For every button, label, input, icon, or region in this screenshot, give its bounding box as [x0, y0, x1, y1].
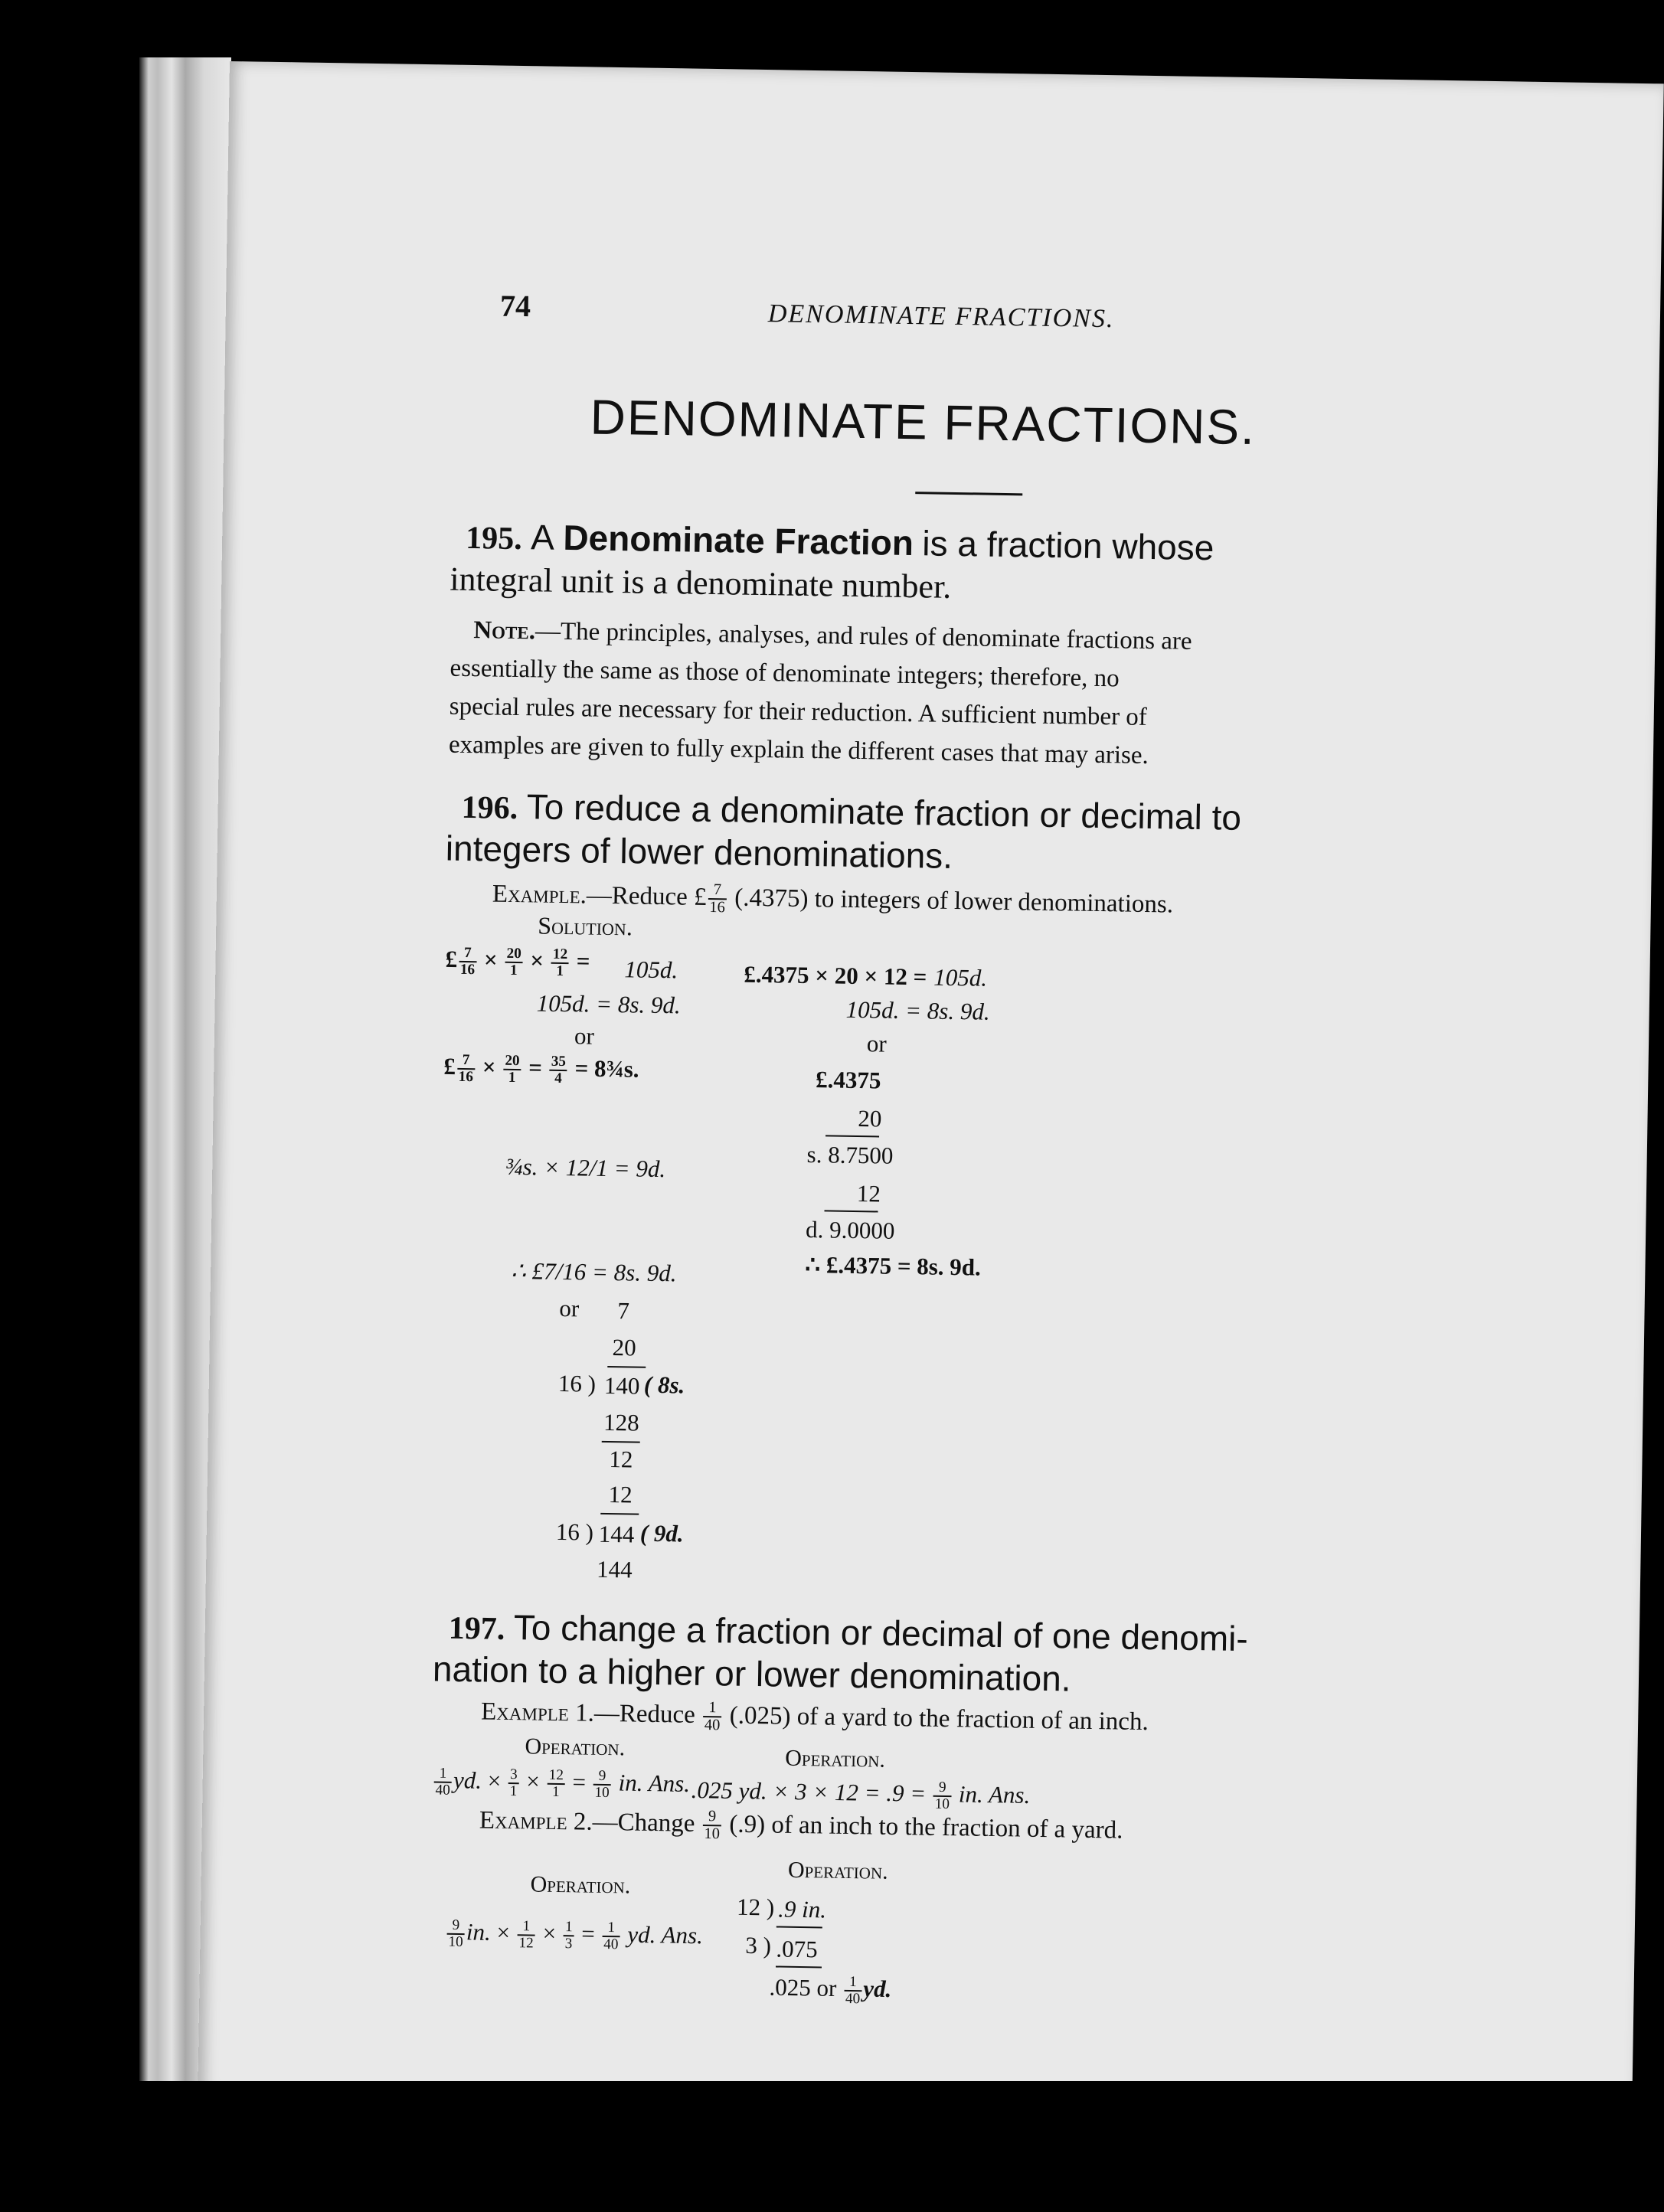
- sol-left-row-1: £ $\frac{7}{16}$ × $\frac{20}{1}$ × $\frac{12}{1}$ =: [445, 944, 590, 980]
- operation-label: Operation.: [787, 1857, 888, 1884]
- example-label: Example.: [492, 880, 587, 910]
- sol-right-result-1: 105d.: [933, 963, 988, 992]
- sol-left-result-1: 105d.: [624, 956, 678, 984]
- running-head: DENOMINATE FRACTIONS.: [767, 299, 1115, 334]
- section-number: 195.: [465, 520, 523, 557]
- sol-right-row-2: 105d. = 8s. 9d.: [845, 995, 990, 1025]
- section-195-line2: integral unit is a denominate number.: [450, 560, 952, 606]
- operation-label: Operation.: [525, 1733, 626, 1761]
- section-195: 195. A Denominate Fraction is a fraction whose: [465, 517, 1214, 568]
- example-197-1: Example 1.—Reduce $\frac{1}{40}$ (.025) of a yard to the fraction of an inch.: [480, 1697, 1149, 1737]
- sol-left-row-3: £ $\frac{7}{16}$ × $\frac{20}{1}$ = $\frac{35}{4}$ = 8¾s.: [443, 1051, 639, 1087]
- scan-bottom-margin: [123, 2081, 1664, 2212]
- or-text: or: [574, 1022, 595, 1050]
- title-rule: [915, 492, 1022, 495]
- sol-right-conclusion: ∴ £.4375 = 8s. 9d.: [805, 1250, 982, 1281]
- sol-left-row-5: ∴ £7/16 = 8s. 9d.: [510, 1256, 677, 1287]
- chapter-title: DENOMINATE FRACTIONS.: [590, 389, 1257, 456]
- sol-right-row-1: £.4375 × 20 × 12 =: [744, 960, 927, 991]
- section-196: 196. To reduce a denominate fraction or decimal to: [461, 786, 1242, 838]
- ex2-left-operation: $\frac{9}{10}$ in. × $\frac{1}{12}$ × $\frac{1}{3}$ = $\frac{1}{40}$ yd. Ans.: [448, 1916, 704, 1953]
- example-197-2: Example 2.—Change $\frac{9}{10}$ (.9) of an inch to the fraction of a yard.: [479, 1806, 1123, 1844]
- operation-label: Operation.: [785, 1745, 886, 1773]
- section-197-line2: nation to a higher or lower denomination.: [432, 1648, 1072, 1699]
- example-196: Example.—Reduce £ $\frac{7}{16}$ (.4375) to integers of lower denominations.: [492, 880, 1174, 919]
- ex1-left-operation: $\frac{1}{40}$ yd. × $\frac{3}{1}$ × $\frac{12}{1}$ = $\frac{9}{10}$ in. Ans.: [435, 1765, 691, 1802]
- or-text: or: [866, 1030, 888, 1057]
- note-label: Note.: [473, 616, 536, 645]
- section-number: 197.: [448, 1610, 505, 1647]
- section-number: 196.: [461, 789, 518, 827]
- sol-left-row-4: ¾s. × 12/1 = 9d.: [505, 1152, 666, 1183]
- fraction: $\frac{7}{16}$: [708, 882, 727, 916]
- note-line-3: special rules are necessary for their reduction. A sufficient number of: [449, 692, 1148, 731]
- or-text: or: [559, 1294, 580, 1322]
- note-line-2: essentially the same as those of denominate integers; therefore, no: [450, 654, 1120, 693]
- defined-term: Denominate Fraction: [563, 517, 914, 564]
- note-line-4: examples are given to fully explain the different cases that may arise.: [448, 730, 1149, 769]
- book-page: 74 DENOMINATE FRACTIONS. DENOMINATE FRACTIONS. 195. A Denominate Fraction is a fraction whose integral unit is a denominate number. Note.—The principles, analyses, and rules of denominate fractions are essentially the same as those of denominate integers; therefore, no special rules are necessary for their reduction. A sufficient number of examples are given to fully explain the different cases that may arise. 196. To reduce a denominate fraction or decimal to integers of lower denominations. Example.—Reduce £ $\frac{7}{16}$ (.4375) to integers of lower denominations. Solution. £ $\frac{7}{16}$ × $\frac{20}{1}$ × $\frac{12}{1}$ = 105d. 105d. = 8s. 9d. or £ $\frac{7}{16}$ × $\frac{20}{1}$ = $\frac{35}{4}$ = 8¾s. ¾s. × 12/1 = 9d. ∴ £7/16 = 8s. 9d. or 7 20 16 ) 140 ( 8s. 128 12 12 16 ) 144 ( 9d. 144 £.4375 × 20 × 12 = 105d. 105d. = 8s. 9d. or £.4375 20 s. 8.7500 12 d. 9.0000 ∴ £.4375 = 8s. 9d. 197. To change a fraction or decimal of one denomi- nation to a higher or lower denomination. Example 1.—Reduce $\frac{1}{40}$ (.025) of a yard to the fraction of an inch. Operation. Operation. $\frac{1}{40}$ yd. × $\frac{3}{1}$ × $\frac{12}{1}$ = $\frac{9}{10}$ in. Ans. .025 yd. × 3 × 12 = .9 = $\frac{9}{10}$ in. Ans. Example 2.—Change $\frac{9}{10}$ (.9) of an inch to the fraction of a yard. Operation. Operation. $\frac{9}{10}$ in. × $\frac{1}{12}$ × $\frac{1}{3}$ = $\frac{1}{40}$ yd. Ans. 12 ) .9 in. 3 ) .075 .025 or $\frac{1}{40}$ yd.: [198, 61, 1663, 2116]
- ex1-right-operation: .025 yd. × 3 × 12 = .9 = $\frac{9}{10}$ in. Ans.: [691, 1776, 1031, 1813]
- note-line-1: Note.—The principles, analyses, and rules of denominate fractions are: [473, 616, 1192, 655]
- section-196-line2: integers of lower denominations.: [445, 828, 953, 876]
- operation-label: Operation.: [530, 1871, 631, 1899]
- solution-label: Solution.: [538, 911, 633, 941]
- page-number: 74: [499, 288, 531, 324]
- section-197: 197. To change a fraction or decimal of one denomi-: [448, 1607, 1249, 1659]
- sol-left-row-2: 105d. = 8s. 9d.: [536, 989, 681, 1019]
